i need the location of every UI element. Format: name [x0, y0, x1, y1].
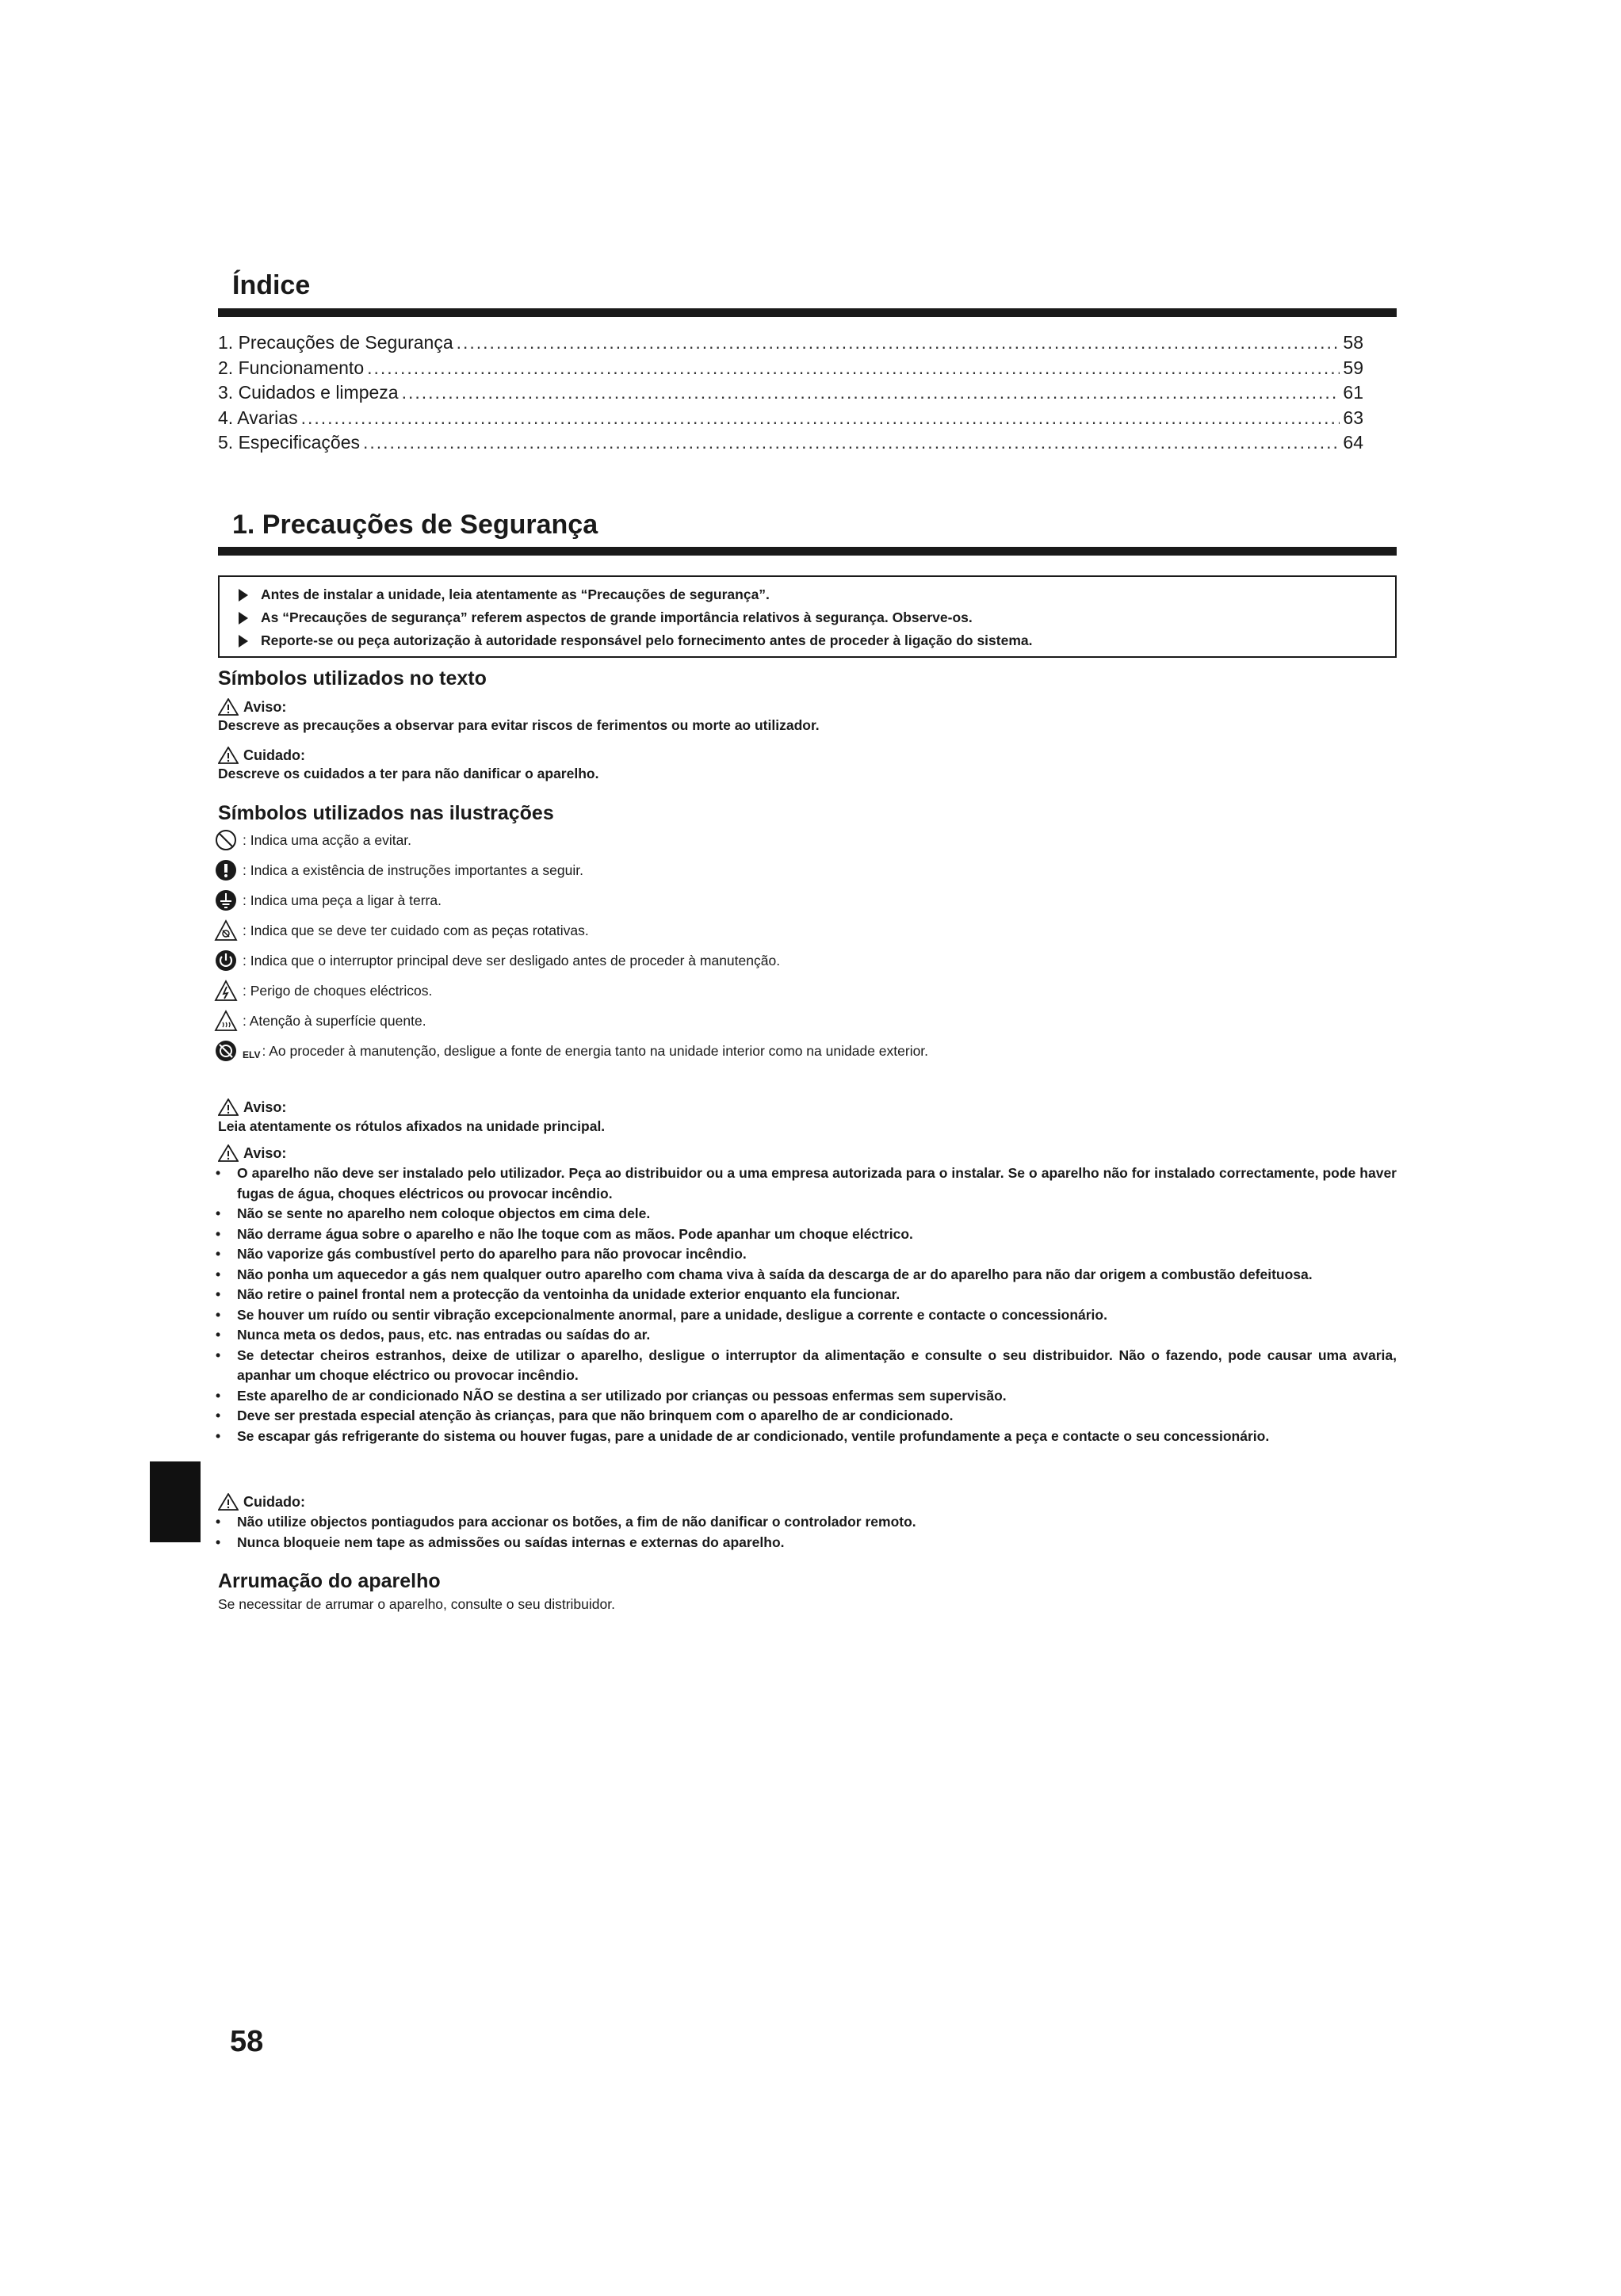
list-item: • Deve ser prestada especial atenção às crianças, para que não brinquem com o aparelho de ar condicionado. [216, 1408, 954, 1423]
safety-notice-box [218, 575, 1397, 658]
list-item: • O aparelho não deve ser instalado pelo utilizador. Peça ao distribuidor ou a uma empresa autorizada para o instalar. Se o aparelho não for instalado correctamente, pode haver fugas de água, choques eléctricos ou provocar incêndio. [216, 1165, 1397, 1201]
elv-badge: ELV [243, 1049, 261, 1060]
symbol-row: : Indica a existência de instruções importantes a seguir. [214, 855, 928, 885]
toc-entry-label: 5. Especificações [218, 432, 360, 453]
symbol-row: : Indica uma peça a ligar à terra. [214, 885, 928, 915]
toc-leader-dots [402, 382, 1340, 403]
list-item: • Se houver um ruído ou sentir vibração excepcionalmente anormal, pare a unidade, desligue a corrente e contacte o concessionário. [216, 1306, 1107, 1323]
warning-bullets [214, 1163, 1397, 1446]
section-title-rule [218, 547, 1397, 556]
toc-entry-label: 2. Funcionamento [218, 357, 365, 378]
warning-description: Descreve as precauções a observar para evitar riscos de ferimentos ou morte ao utilizador. [218, 717, 820, 733]
toc-entry-label: 3. Cuidados e limpeza [218, 382, 399, 403]
warning-label: Aviso: [218, 1098, 605, 1117]
toc-entry-page: 58 [1343, 332, 1363, 353]
caution-definition [218, 746, 598, 782]
storage-heading: Arrumação do aparelho [218, 1570, 441, 1592]
toc-entry-page: 64 [1343, 432, 1363, 453]
warning-triangle-icon [218, 1098, 239, 1116]
list-item: • Nunca bloqueie nem tape as admissões ou saídas internas e externas do aparelho. [216, 1534, 785, 1550]
storage-text: Se necessitar de arrumar o aparelho, consulte o seu distribuidor. [218, 1596, 615, 1612]
list-item: • Nunca meta os dedos, paus, etc. nas entradas ou saídas do ar. [216, 1327, 651, 1343]
list-item: • Não ponha um aquecedor a gás nem qualquer outro aparelho com chama viva à saída da descarga de ar do aparelho para não dar origem a combustão defeituosa. [216, 1266, 1313, 1282]
symbol-row: : Atenção à superfície quente. [214, 1006, 928, 1036]
arrow-icon [239, 612, 248, 625]
toc-leader-dots [363, 432, 1340, 453]
warning-definition [218, 697, 820, 734]
list-item: • Não se sente no aparelho nem coloque objectos em cima dele. [216, 1205, 651, 1221]
list-item: • Não utilize objectos pontiagudos para accionar os botões, a fim de não danificar o controlador remoto. [216, 1514, 916, 1530]
symbols-text-heading: Símbolos utilizados no texto [218, 667, 487, 690]
arrow-icon [239, 589, 248, 602]
prohibited-icon [214, 828, 238, 852]
toc-entry-label: 4. Avarias [218, 407, 298, 428]
toc-entry[interactable] [218, 382, 1363, 407]
notice-item: As “Precauções de segurança” referem aspectos de grande importância relativos à segurança. Observe-os. [239, 606, 1376, 629]
index-title-rule [218, 308, 1397, 317]
symbol-row: : Perigo de choques eléctricos. [214, 976, 928, 1006]
toc-leader-dots [367, 357, 1340, 379]
symbols-illustrations-heading: Símbolos utilizados nas ilustrações [218, 802, 554, 824]
section-title: 1. Precauções de Segurança [232, 510, 598, 540]
symbol-row: : Indica que o interruptor principal deve ser desligado antes de proceder à manutenção. [214, 946, 928, 976]
caution-triangle-icon [218, 747, 239, 764]
symbol-row: : Indica uma acção a evitar. [214, 825, 928, 855]
list-item: • Se escapar gás refrigerante do sistema ou houver fugas, pare a unidade de ar condicionado, ventile profundamente a peça e contacte o seu concessionário. [216, 1427, 1270, 1444]
arrow-icon [239, 635, 248, 648]
rotating-parts-icon [214, 919, 238, 942]
symbol-row: : Indica que se deve ter cuidado com as peças rotativas. [214, 915, 928, 946]
toc-entry-page: 63 [1343, 407, 1363, 428]
elv-icon [214, 1039, 238, 1063]
toc-entry-page: 59 [1343, 357, 1363, 378]
list-item: • Não retire o painel frontal nem a protecção da ventoinha da unidade exterior enquanto ela funcionar. [216, 1286, 900, 1302]
table-of-contents [218, 332, 1363, 457]
list-item: • Não derrame água sobre o aparelho e não lhe toque com as mãos. Pode apanhar um choque eléctrico. [216, 1225, 913, 1242]
list-item: • Este aparelho de ar condicionado NÃO se destina a ser utilizado por crianças ou pessoas enfermas sem supervisão. [216, 1387, 1007, 1404]
caution-label: Cuidado: [218, 1492, 305, 1511]
ground-icon [214, 888, 238, 912]
warning-label: Aviso: [218, 697, 820, 716]
notice-item: Reporte-se ou peça autorização à autoridade responsável pelo fornecimento antes de proceder à ligação do sistema. [239, 629, 1376, 652]
caution-label: Cuidado: [218, 746, 598, 765]
electric-shock-icon [214, 979, 238, 1003]
toc-entry[interactable] [218, 357, 1363, 383]
language-side-tab [150, 1461, 201, 1542]
power-off-icon [214, 949, 238, 972]
list-item: • Se detectar cheiros estranhos, deixe de utilizar o aparelho, desligue o interruptor da alimentação e consulte o seu distribuidor. Não o fazendo, pode causar uma avaria, apanhar um choque eléctrico ou provocar incêndio. [216, 1347, 1397, 1383]
warning-triangle-icon [218, 698, 239, 716]
warning-labels-block [218, 1098, 605, 1135]
caution-triangle-icon [218, 1493, 239, 1511]
list-item: • Não vaporize gás combustível perto do aparelho para não provocar incêndio. [216, 1246, 747, 1262]
index-title: Índice [232, 270, 311, 300]
toc-leader-dots [457, 332, 1340, 353]
toc-entry[interactable] [218, 407, 1363, 433]
mandatory-icon [214, 858, 238, 882]
caution-list-label [218, 1492, 305, 1511]
warning-triangle-icon [218, 1144, 239, 1162]
caution-bullets [214, 1512, 1397, 1553]
page-number: 58 [230, 2025, 264, 2058]
notice-item: Antes de instalar a unidade, leia atentamente as “Precauções de segurança”. [239, 583, 1376, 606]
warning-list-label [218, 1144, 286, 1163]
warning-label: Aviso: [218, 1144, 286, 1163]
symbol-row: ELV : Ao proceder à manutenção, desligue a fonte de energia tanto na unidade interior como na unidade exterior. [214, 1036, 928, 1066]
hot-surface-icon [214, 1009, 238, 1033]
warning-text: Leia atentamente os rótulos afixados na unidade principal. [218, 1118, 606, 1134]
toc-entry-page: 61 [1343, 382, 1363, 403]
toc-entry[interactable] [218, 332, 1363, 357]
caution-description: Descreve os cuidados a ter para não danificar o aparelho. [218, 766, 599, 781]
toc-entry[interactable] [218, 432, 1363, 457]
toc-entry-label: 1. Precauções de Segurança [218, 332, 453, 353]
symbols-list [214, 825, 928, 1066]
toc-leader-dots [301, 407, 1340, 429]
